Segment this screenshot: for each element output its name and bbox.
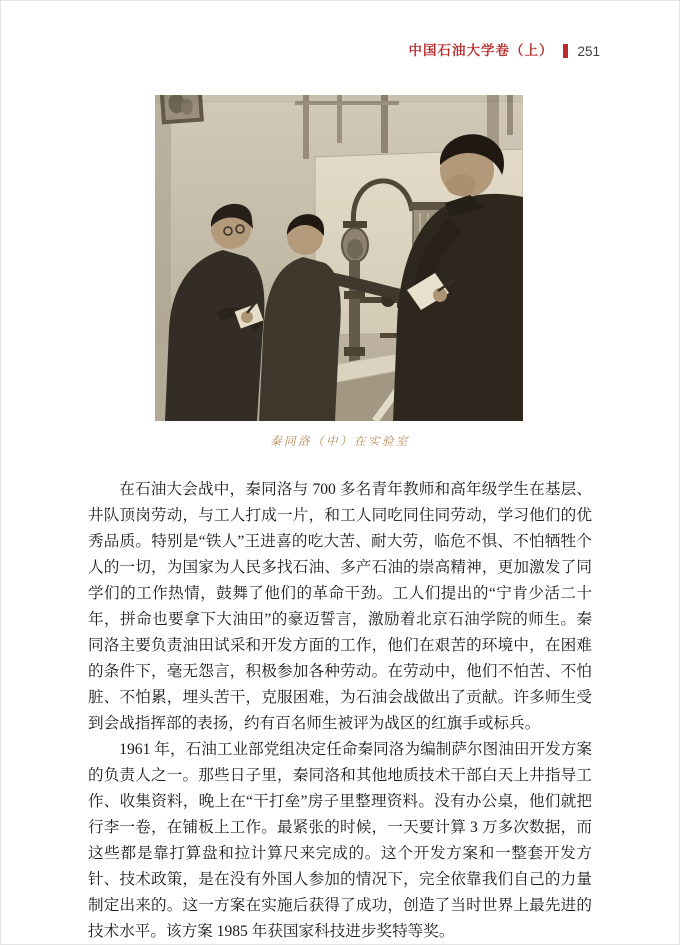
photo-illustration xyxy=(155,95,523,421)
photo-caption: 秦同洛（中）在实验室 xyxy=(270,436,410,448)
page-header xyxy=(408,42,600,60)
body-text xyxy=(88,477,592,945)
paragraph-2: 1961 年，石油工业部党组决定任命秦同洛为编制萨尔图油田开发方案的负责人之一。那些日子里，秦同洛和其他地质技术干部白天上井指导工作、收集资料，晚上在“干打垒”房子里整理资料。没有办公桌，他们就把行李一卷，在铺板上工作。最紧张的时候，一天要计算 3 万多次数据，而这些都是靠打算盘和拉计算尺来完成的。这个开发方案和一整套开发方针、技术政策，是在没有外国人参加的情况下，完全依靠我们自己的力量制定出来的。这一方案在实施后获得了成功，创造了当时世界上最先进的技术水平。该方案 1985 年获国家科技进步奖特等奖。 xyxy=(88,741,592,940)
header-divider-bar xyxy=(563,44,568,58)
sepia-overlay xyxy=(155,95,523,421)
header-title: 中国石油大学卷（上） xyxy=(408,43,554,58)
page-number: 251 xyxy=(577,43,600,59)
paragraph-1: 在石油大会战中，秦同洛与 700 多名青年教师和高年级学生在基层、井队顶岗劳动，与工人打成一片，和工人同吃同住同劳动，学习他们的优秀品质。特别是“铁人”王进喜的吃大苦、耐大劳，临危不惧、不怕牺牲个人的一切，为国家为人民多找石油、多产石油的崇高精神，更加激发了同学们的工作热情，鼓舞了他们的革命干劲。工人们提出的“宁肯少活二十年，拼命也要拿下大油田”的豪迈誓言，激励着北京石油学院的师生。秦同洛主要负责油田试采和开发方面的工作，他们在艰苦的环境中，在困难的条件下，毫无怨言，积极参加各种劳动。在劳动中，他们不怕苦、不怕脏、不怕累，埋头苦干，克服困难，为石油会战做出了贡献。许多师生受到会战指挥部的表扬，约有百名师生被评为战区的红旗手或标兵。 xyxy=(88,481,592,732)
photo-figure xyxy=(155,95,523,421)
